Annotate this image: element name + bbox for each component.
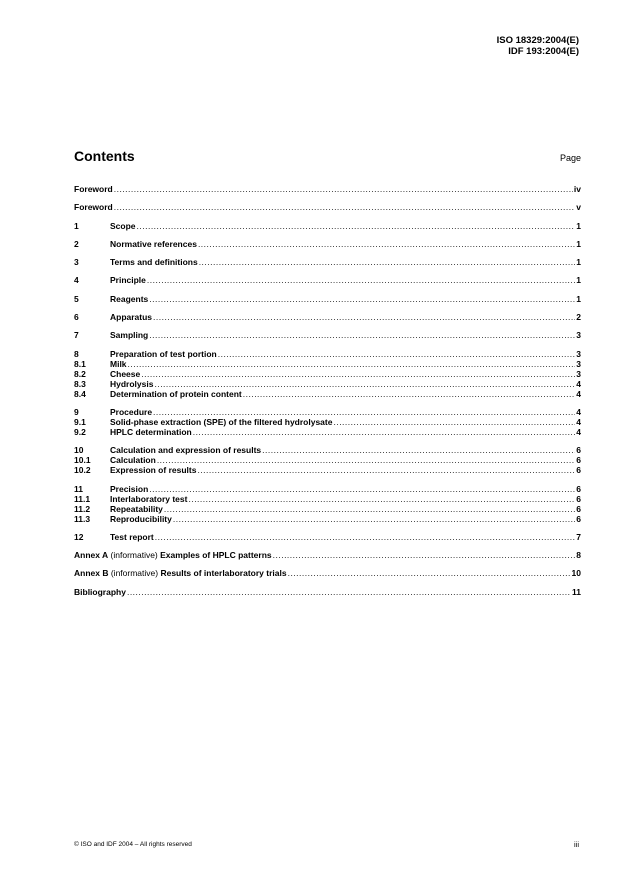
toc-entry-page: 6 <box>576 455 581 466</box>
header-iso-number: ISO 18329:2004(E) <box>496 35 579 46</box>
toc-entry[interactable] <box>74 465 581 475</box>
toc-dot-leader <box>173 514 575 524</box>
toc-entry-number: 3 <box>74 257 79 268</box>
toc-entry[interactable] <box>74 532 581 542</box>
toc-dot-leader <box>137 221 576 231</box>
toc-entry[interactable] <box>74 379 581 389</box>
toc-entry-title-sub: Results of interlaboratory trials <box>160 568 287 579</box>
toc-entry-page: 1 <box>576 275 581 286</box>
toc-entry-number: 8 <box>74 348 79 359</box>
toc-entry-number: 11.3 <box>74 513 91 524</box>
toc-entry-page: 7 <box>576 531 581 542</box>
toc-entry-title-main: Determination of protein content <box>110 388 242 399</box>
toc-entry[interactable] <box>74 221 581 231</box>
toc-entry-title-main: Bibliography <box>74 586 126 597</box>
toc-entry-number: 8.1 <box>74 358 86 369</box>
toc-entry[interactable] <box>74 550 581 560</box>
toc-entry-title <box>110 455 156 465</box>
toc-entry-page: 6 <box>576 483 581 494</box>
toc-entry-page: 8 <box>576 550 581 561</box>
toc-entry-page: 3 <box>576 348 581 359</box>
toc-entry-title <box>74 550 272 560</box>
toc-entry-title <box>110 312 152 322</box>
toc-entry-number: 12 <box>74 531 84 542</box>
toc-entry[interactable] <box>74 239 581 249</box>
toc-entry[interactable] <box>74 202 581 212</box>
toc-entry-number: 8.2 <box>74 368 86 379</box>
toc-entry-title <box>110 514 172 524</box>
toc-entry-page: 11 <box>572 586 581 597</box>
toc-entry[interactable] <box>74 407 581 417</box>
toc-entry-title-main: Terms and definitions <box>110 257 198 268</box>
toc-entry-number: 11.2 <box>74 503 91 514</box>
toc-entry-title <box>110 369 140 379</box>
toc-entry[interactable] <box>74 455 581 465</box>
toc-entry-page: 6 <box>576 493 581 504</box>
toc-dot-leader <box>243 389 576 399</box>
toc-entry[interactable] <box>74 587 581 597</box>
toc-entry[interactable] <box>74 257 581 267</box>
toc-entry-number: 2 <box>74 238 79 249</box>
toc-entry[interactable] <box>74 568 581 578</box>
toc-entry-title <box>110 484 148 494</box>
toc-entry-page: 4 <box>576 406 581 417</box>
toc-entry-title <box>110 407 152 417</box>
toc-entry-title-main: Cheese <box>110 368 141 379</box>
toc-entry-title-main: Normative references <box>110 238 197 249</box>
table-of-contents <box>74 184 581 597</box>
toc-entry-number: 6 <box>74 312 79 323</box>
toc-entry-title-main: Milk <box>110 358 127 369</box>
toc-dot-leader <box>273 550 576 560</box>
toc-entry-title <box>110 221 136 231</box>
toc-entry[interactable] <box>74 312 581 322</box>
toc-entry-page: 6 <box>576 465 581 476</box>
toc-entry-title-main: Reproducibility <box>110 513 172 524</box>
toc-entry-page: 2 <box>576 312 581 323</box>
toc-entry-title <box>110 330 148 340</box>
toc-entry-number: 9.1 <box>74 416 86 427</box>
toc-entry-title <box>74 568 287 578</box>
toc-entry-title <box>110 417 332 427</box>
toc-entry-title <box>110 532 154 542</box>
toc-dot-leader <box>188 494 575 504</box>
toc-entry-title-main: Annex B <box>74 568 109 579</box>
toc-dot-leader <box>127 587 571 597</box>
toc-dot-leader <box>157 455 575 465</box>
toc-entry-page: 4 <box>576 388 581 399</box>
toc-entry-title <box>110 294 148 304</box>
toc-entry-title-main: Solid-phase extraction (SPE) of the filtered hydrolysate <box>110 416 333 427</box>
toc-dot-leader <box>147 275 575 285</box>
toc-dot-leader <box>114 202 576 212</box>
toc-entry-title-main: Hydrolysis <box>110 378 154 389</box>
toc-entry[interactable] <box>74 369 581 379</box>
toc-dot-leader <box>114 184 573 194</box>
toc-entry-page: 6 <box>576 503 581 514</box>
toc-entry-title <box>110 465 196 475</box>
toc-dot-leader <box>197 465 575 475</box>
toc-entry-title-main: Calculation and expression of results <box>110 445 262 456</box>
toc-dot-leader <box>149 484 575 494</box>
document-header <box>497 36 579 57</box>
toc-dot-leader <box>193 427 576 437</box>
toc-entry-title-main: Procedure <box>110 406 153 417</box>
toc-entry[interactable] <box>74 445 581 455</box>
page-column-label: Page <box>559 153 581 163</box>
toc-entry-title-main: Foreword <box>74 184 113 194</box>
toc-entry-page: 6 <box>576 445 581 456</box>
toc-entry-number: 10.2 <box>74 465 91 476</box>
toc-entry-title-main: Expression of results <box>110 465 197 476</box>
toc-dot-leader <box>218 349 576 359</box>
toc-entry-number: 4 <box>74 275 79 286</box>
toc-dot-leader <box>154 379 575 389</box>
toc-entry-title-main: Calculation <box>110 455 156 466</box>
toc-entry-title <box>110 349 217 359</box>
toc-entry[interactable] <box>74 484 581 494</box>
toc-entry-page: 4 <box>576 416 581 427</box>
toc-entry-title <box>110 389 242 399</box>
toc-entry-page: 4 <box>576 378 581 389</box>
toc-entry-annex-type: (informative) <box>108 550 161 561</box>
toc-entry-title <box>110 275 146 285</box>
toc-entry-title <box>74 587 126 597</box>
toc-entry-title <box>110 239 197 249</box>
toc-entry-title <box>74 184 113 194</box>
toc-entry[interactable] <box>74 275 581 285</box>
toc-entry-title-main: Foreword <box>74 202 113 213</box>
toc-entry-title-main: Reagents <box>110 293 149 304</box>
toc-entry-number: 11.1 <box>74 493 91 504</box>
toc-entry-title-main: Test report <box>110 531 154 542</box>
toc-entry[interactable] <box>74 504 581 514</box>
toc-entry-title <box>110 427 192 437</box>
toc-dot-leader <box>128 359 576 369</box>
toc-entry-number: 9.2 <box>74 426 86 437</box>
toc-dot-leader <box>155 532 575 542</box>
toc-entry-title-main: Repeatability <box>110 503 163 514</box>
toc-entry-page: 4 <box>576 426 581 437</box>
footer-page-number: iii <box>574 840 579 849</box>
toc-entry-title <box>110 494 187 504</box>
toc-entry-title <box>110 379 153 389</box>
toc-entry-title-main: HPLC determination <box>110 426 192 437</box>
toc-dot-leader <box>149 294 575 304</box>
toc-entry[interactable] <box>74 389 581 399</box>
toc-entry[interactable] <box>74 359 581 369</box>
toc-entry[interactable] <box>74 349 581 359</box>
toc-entry-page: 1 <box>576 293 581 304</box>
toc-entry-title-main: Preparation of test portion <box>110 348 217 359</box>
toc-dot-leader <box>199 257 576 267</box>
toc-entry-page: 10 <box>571 568 581 579</box>
toc-entry-number: 8.3 <box>74 378 86 389</box>
toc-entry-page: v <box>576 202 581 213</box>
toc-entry-number: 11 <box>74 483 83 494</box>
toc-entry[interactable] <box>74 184 581 194</box>
toc-entry-title <box>110 257 198 267</box>
toc-entry-page: 3 <box>576 330 581 341</box>
toc-entry[interactable] <box>74 294 581 304</box>
toc-entry-title <box>110 504 163 514</box>
toc-entry-title-sub: Examples of HPLC patterns <box>160 550 272 561</box>
toc-entry-number: 7 <box>74 330 79 341</box>
toc-dot-leader <box>333 417 575 427</box>
toc-entry[interactable] <box>74 494 581 504</box>
toc-entry-title-main: Precision <box>110 483 149 494</box>
toc-entry[interactable] <box>74 514 581 524</box>
toc-entry-page: 3 <box>576 368 581 379</box>
toc-entry-page: 1 <box>576 257 581 268</box>
toc-dot-leader <box>153 312 575 322</box>
page-title: Contents <box>74 148 135 164</box>
toc-entry-title-main: Sampling <box>110 330 149 341</box>
toc-dot-leader <box>153 407 575 417</box>
toc-entry[interactable] <box>74 330 581 340</box>
toc-entry-title-main: Apparatus <box>110 312 153 323</box>
footer-copyright: © ISO and IDF 2004 – All rights reserved <box>74 841 192 848</box>
header-idf-number: IDF 193:2004(E) <box>508 45 579 57</box>
toc-entry-number: 10.1 <box>74 455 91 466</box>
toc-entry-page: 3 <box>576 358 581 369</box>
toc-entry-page: 1 <box>576 220 581 231</box>
toc-entry-page: iv <box>573 184 581 194</box>
toc-dot-leader <box>141 369 575 379</box>
toc-entry[interactable] <box>74 417 581 427</box>
toc-entry-title <box>110 445 261 455</box>
toc-entry-title-main: Annex A <box>74 550 109 561</box>
toc-entry-page: 1 <box>576 238 581 249</box>
toc-dot-leader <box>288 568 571 578</box>
toc-entry-number: 10 <box>74 445 84 456</box>
toc-entry-number: 1 <box>74 220 79 231</box>
toc-entry-number: 9 <box>74 406 79 417</box>
toc-dot-leader <box>164 504 575 514</box>
toc-entry-title-main: Principle <box>110 275 146 286</box>
toc-entry-number: 5 <box>74 293 79 304</box>
toc-entry-title <box>74 202 113 212</box>
toc-dot-leader <box>149 330 575 340</box>
toc-entry[interactable] <box>74 427 581 437</box>
toc-entry-title-main: Interlaboratory test <box>110 493 188 504</box>
toc-dot-leader <box>262 445 575 455</box>
toc-entry-page: 6 <box>576 513 581 524</box>
toc-entry-title <box>110 359 127 369</box>
toc-entry-number: 8.4 <box>74 388 86 399</box>
toc-entry-annex-type: (informative) <box>108 568 161 579</box>
toc-dot-leader <box>198 239 575 249</box>
toc-entry-title-main: Scope <box>110 220 136 231</box>
